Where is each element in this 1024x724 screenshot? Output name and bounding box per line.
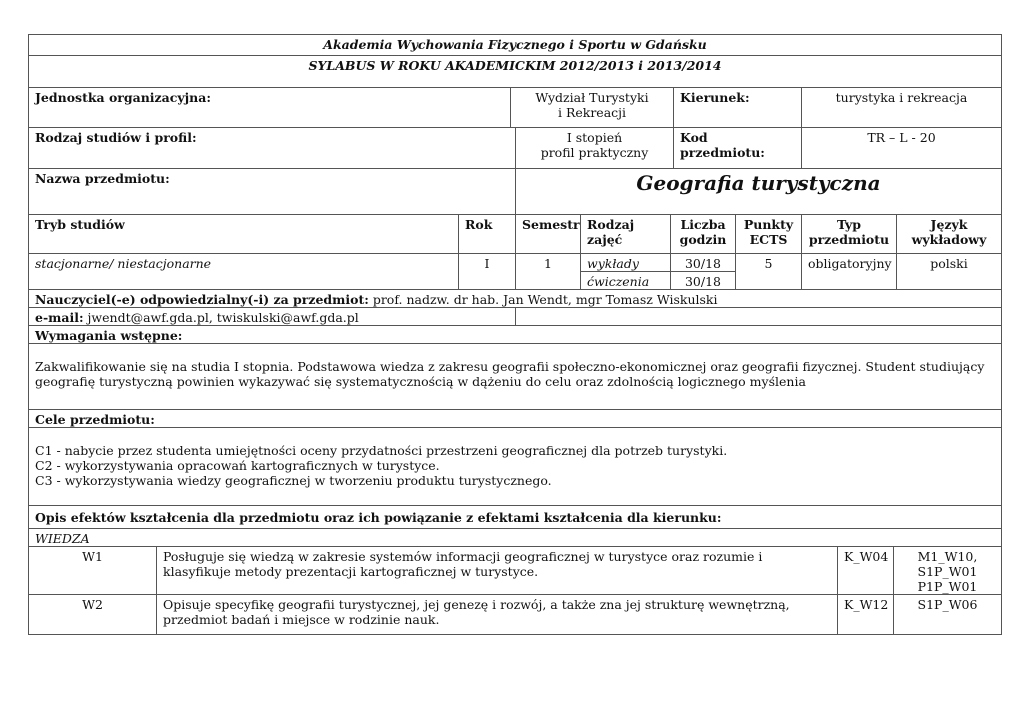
requirements-text: Zakwalifikowanie się na studia I stopnia. Podstawowa wiedza z zakresu geografii społeczno-ekonomicznej oraz geografii fizycznej. Student studiujący geografię turystyczną powinien wykazywać się systematycznością w dążeniu do celu oraz zdolnością logicznego myślenia xyxy=(28,343,1002,410)
outcomes-category: WIEDZA xyxy=(28,528,1002,547)
studies-label: Rodzaj studiów i profil: xyxy=(28,127,516,169)
studies-value: I stopień profil praktyczny xyxy=(515,127,674,169)
goal-item-c2: C2 - wykorzystywania opracowań kartograficznych w turystyce. xyxy=(35,458,440,473)
year-value: I xyxy=(458,253,516,290)
teacher-label: Nauczyciel(-e) odpowiedzialny(-i) za przedmiot: xyxy=(35,292,369,307)
header-mode: Tryb studiów xyxy=(28,214,459,254)
header-class-type: Rodzaj zajęć xyxy=(580,214,671,254)
header-semester: Semestr xyxy=(515,214,581,254)
header-ects: Punkty ECTS xyxy=(735,214,802,254)
email-row xyxy=(28,307,1002,326)
email-value: jwendt@awf.gda.pl, twiskulski@awf.gda.pl xyxy=(83,310,359,325)
language-value: polski xyxy=(896,253,1002,290)
semester-value: 1 xyxy=(515,253,581,290)
syllabus-year: SYLABUS W ROKU AKADEMICKIM 2012/2013 i 2013/2014 xyxy=(28,55,1002,88)
outcome-area-ref: M1_W10, S1P_W01 P1P_W01 xyxy=(893,546,1002,595)
institution-name: Akademia Wychowania Fizycznego i Sportu w Gdańsku xyxy=(28,34,1002,56)
field-label: Kierunek: xyxy=(673,87,802,128)
header-year-row xyxy=(28,55,1002,88)
ects-value: 5 xyxy=(735,253,802,290)
course-name-label: Nazwa przedmiotu: xyxy=(28,168,516,215)
requirements-text-row xyxy=(28,343,1002,410)
outcomes-label-row xyxy=(28,505,1002,529)
outcome-code: W1 xyxy=(28,546,157,595)
outcomes-label: Opis efektów kształcenia dla przedmiotu oraz ich powiązanie z efektami kształcenia dla kierunku: xyxy=(28,505,1002,529)
field-value: turystyka i rekreacja xyxy=(801,87,1002,128)
goals-list-row xyxy=(28,427,1002,506)
header-type: Typ przedmiotu xyxy=(801,214,897,254)
course-code-label: Kod przedmiotu: xyxy=(673,127,802,169)
unit-label: Jednostka organizacyjna: xyxy=(28,87,511,128)
outcome-code: W2 xyxy=(28,594,157,635)
teacher-row xyxy=(28,289,1002,308)
class-type-lecture: wykłady xyxy=(580,253,671,272)
mode-table-row xyxy=(28,253,1002,290)
outcome-direction-ref: K_W04 xyxy=(837,546,894,595)
course-code-value: TR – L - 20 xyxy=(801,127,1002,169)
type-value: obligatoryjny xyxy=(801,253,897,290)
header-language: Język wykładowy xyxy=(896,214,1002,254)
outcome-row-w2 xyxy=(28,594,1002,635)
header-year: Rok xyxy=(458,214,516,254)
unit-value: Wydział Turystyki i Rekreacji xyxy=(510,87,674,128)
hours-lecture: 30/18 xyxy=(670,253,736,272)
goal-item-c1: C1 - nabycie przez studenta umiejętności oceny przydatności przestrzeni geograficznej dla potrzeb turystyki. xyxy=(35,443,728,458)
header-institution-row xyxy=(28,34,1002,56)
outcome-description: Posługuje się wiedzą w zakresie systemów informacji geograficznej w turystyce oraz rozumie i klasyfikuje metody prezentacji kartograficznej w turystyce. xyxy=(156,546,838,595)
requirements-label: Wymagania wstępne: xyxy=(28,325,1002,344)
teacher-value: prof. nadzw. dr hab. Jan Wendt, mgr Tomasz Wiskulski xyxy=(368,292,718,307)
hours-exercise: 30/18 xyxy=(670,271,736,290)
email-cell xyxy=(28,307,516,326)
goals-label: Cele przedmiotu: xyxy=(28,409,1002,428)
goals-label-row xyxy=(28,409,1002,428)
unit-row xyxy=(28,87,1002,128)
goals-list xyxy=(28,427,1002,506)
course-name: Geografia turystyczna xyxy=(515,168,1002,215)
teacher-cell xyxy=(28,289,1002,308)
mode-value: stacjonarne/ niestacjonarne xyxy=(28,253,459,290)
outcome-row-w1 xyxy=(28,546,1002,595)
course-name-row xyxy=(28,168,1002,215)
outcome-description: Opisuje specyfikę geografii turystycznej, jej genezę i rozwój, a także zna jej strukturę wewnętrzną, przedmiot badań i miejsce w rodzinie nauk. xyxy=(156,594,838,635)
class-type-exercise: ćwiczenia xyxy=(580,271,671,290)
mode-table-header xyxy=(28,214,1002,254)
requirements-label-row xyxy=(28,325,1002,344)
studies-row xyxy=(28,127,1002,169)
email-label: e-mail: xyxy=(35,310,84,325)
header-hours: Liczba godzin xyxy=(670,214,736,254)
outcome-area-ref: S1P_W06 xyxy=(893,594,1002,635)
outcome-direction-ref: K_W12 xyxy=(837,594,894,635)
goal-item-c3: C3 - wykorzystywania wiedzy geograficznej w tworzeniu produktu turystycznego. xyxy=(35,473,552,488)
email-empty-cell xyxy=(515,307,1002,326)
outcomes-category-row xyxy=(28,528,1002,547)
